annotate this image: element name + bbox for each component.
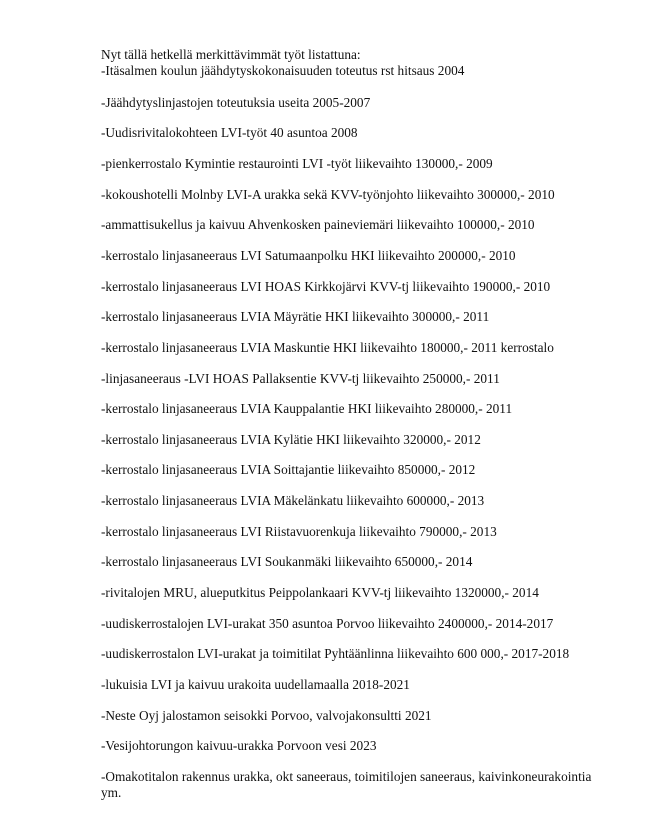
list-item: -rivitalojen MRU, alueputkitus Peippolankaari KVV-tj liikevaihto 1320000,- 2014 — [101, 585, 539, 600]
list-item: -kerrostalo linjasaneeraus LVIA Mäyrätie HKI liikevaihto 300000,- 2011 — [101, 309, 490, 324]
list-item: -kerrostalo linjasaneeraus LVIA Kauppalantie HKI liikevaihto 280000,- 2011 — [101, 401, 513, 416]
list-item: -kerrostalo linjasaneeraus LVIA Mäkelänkatu liikevaihto 600000,- 2013 — [101, 493, 485, 508]
list-item: -linjasaneeraus -LVI HOAS Pallaksentie KVV-tj liikevaihto 250000,- 2011 — [101, 371, 500, 386]
list-item: -ammattisukellus ja kaivuu Ahvenkosken paineviemäri liikevaihto 100000,- 2010 — [101, 217, 535, 232]
list-item: -Neste Oyj jalostamon seisokki Porvoo, valvojakonsultti 2021 — [101, 708, 432, 723]
list-item: -Jäähdytyslinjastojen toteutuksia useita 2005-2007 — [101, 95, 371, 110]
list-item: -kerrostalo linjasaneeraus LVIA Maskuntie HKI liikevaihto 180000,- 2011 kerrostalo — [101, 340, 554, 355]
list-item: -kokoushotelli Molnby LVI-A urakka sekä KVV-työnjohto liikevaihto 300000,- 2010 — [101, 187, 555, 202]
list-heading: Nyt tällä hetkellä merkittävimmät työt listattuna: — [101, 47, 361, 62]
list-item: -uudiskerrostalojen LVI-urakat 350 asuntoa Porvoo liikevaihto 2400000,- 2014-2017 — [101, 616, 554, 631]
list-item: -Vesijohtorungon kaivuu-urakka Porvoon vesi 2023 — [101, 738, 377, 753]
list-item: -kerrostalo linjasaneeraus LVI Satumaanpolku HKI liikevaihto 200000,- 2010 — [101, 248, 516, 263]
list-item: -kerrostalo linjasaneeraus LVIA Kylätie HKI liikevaihto 320000,- 2012 — [101, 432, 481, 447]
list-item: -Itäsalmen koulun jäähdytyskokonaisuuden toteutus rst hitsaus 2004 — [101, 63, 465, 78]
list-item: -pienkerrostalo Kymintie restaurointi LVI -työt liikevaihto 130000,- 2009 — [101, 156, 493, 171]
list-item: -kerrostalo linjasaneeraus LVI Riistavuorenkuja liikevaihto 790000,- 2013 — [101, 524, 497, 539]
list-item: -Uudisrivitalokohteen LVI-työt 40 asuntoa 2008 — [101, 125, 358, 140]
list-item: -lukuisia LVI ja kaivuu urakoita uudellamaalla 2018-2021 — [101, 677, 410, 692]
list-item: -kerrostalo linjasaneeraus LVIA Soittajantie liikevaihto 850000,- 2012 — [101, 462, 476, 477]
list-item: -kerrostalo linjasaneeraus LVI HOAS Kirkkojärvi KVV-tj liikevaihto 190000,- 2010 — [101, 279, 551, 294]
list-item: -uudiskerrostalon LVI-urakat ja toimitilat Pyhtäänlinna liikevaihto 600 000,- 2017-2018 — [101, 646, 570, 661]
list-item: -kerrostalo linjasaneeraus LVI Soukanmäki liikevaihto 650000,- 2014 — [101, 554, 473, 569]
list-item: -Omakotitalon rakennus urakka, okt saneeraus, toimitilojen saneeraus, kaivinkoneurakointia ym. — [101, 769, 592, 800]
